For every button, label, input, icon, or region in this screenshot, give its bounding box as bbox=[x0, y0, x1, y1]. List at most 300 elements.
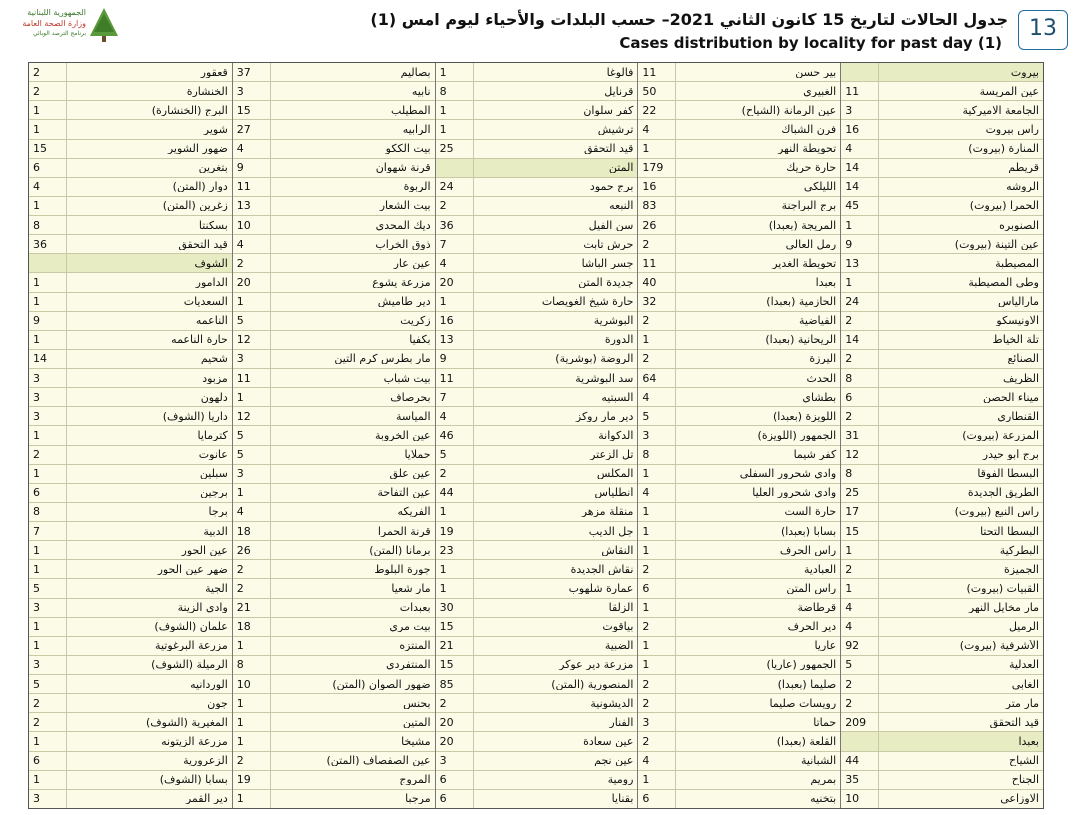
locality-name: العدلية bbox=[1008, 659, 1039, 671]
table-row bbox=[29, 331, 232, 350]
case-count: 4 bbox=[29, 178, 67, 196]
case-count: 16 bbox=[841, 120, 879, 138]
locality-name: بير حسن bbox=[795, 66, 837, 78]
locality-name: بسكنتا bbox=[198, 219, 228, 231]
case-count: 2 bbox=[841, 312, 879, 330]
case-count: 19 bbox=[436, 522, 474, 540]
case-count: 1 bbox=[638, 331, 676, 349]
locality-name: السبتيه bbox=[601, 391, 634, 403]
table-row bbox=[638, 63, 840, 82]
case-count: 2 bbox=[841, 350, 879, 368]
case-count: 6 bbox=[841, 388, 879, 406]
case-count: 1 bbox=[29, 273, 67, 291]
locality-name: عين عار bbox=[393, 257, 431, 269]
locality-name: الغبيري bbox=[803, 85, 837, 97]
table-row bbox=[638, 446, 840, 465]
locality-name: شوير bbox=[203, 123, 228, 135]
locality-name: وادي الزينة bbox=[177, 602, 228, 614]
table-row bbox=[841, 388, 1043, 407]
case-count: 1 bbox=[436, 293, 474, 311]
table-row bbox=[29, 350, 232, 369]
table-row bbox=[233, 369, 435, 388]
case-count: 1 bbox=[233, 637, 271, 655]
case-count: 1 bbox=[841, 579, 879, 597]
table-row bbox=[436, 312, 638, 331]
locality-name: الأشرفية (بيروت) bbox=[959, 640, 1039, 652]
locality-name: أنطلياس bbox=[594, 487, 634, 499]
case-count: 11 bbox=[638, 254, 676, 272]
case-count: 3 bbox=[29, 407, 67, 425]
title-arabic: جدول الحالات لتاريخ 15 كانون الثاني 2021– حسب البلدات والأحياء ليوم امس (1) bbox=[370, 10, 1008, 29]
locality-name: الخنشارة bbox=[186, 85, 228, 97]
table-row bbox=[233, 790, 435, 808]
case-count: 5 bbox=[233, 426, 271, 444]
locality-name: برج أبو حيدر bbox=[982, 449, 1039, 461]
table-row bbox=[436, 197, 638, 216]
case-count: 36 bbox=[436, 216, 474, 234]
table-row bbox=[841, 197, 1043, 216]
locality-name: الجمهور (اللويزة) bbox=[757, 429, 837, 441]
table-row bbox=[233, 618, 435, 637]
table-row bbox=[436, 446, 638, 465]
table-row bbox=[29, 407, 232, 426]
table-row bbox=[841, 159, 1043, 178]
table-row bbox=[29, 694, 232, 713]
table-row bbox=[233, 63, 435, 82]
table-row bbox=[233, 312, 435, 331]
table-row bbox=[841, 599, 1043, 618]
case-count: 1 bbox=[841, 216, 879, 234]
locality-name: النبعه bbox=[609, 200, 634, 212]
locality-name: حرش تابت bbox=[583, 238, 634, 250]
table-row bbox=[638, 713, 840, 732]
case-count: 20 bbox=[436, 732, 474, 750]
locality-name: الرابيه bbox=[402, 123, 431, 135]
locality-name: الليلكي bbox=[803, 181, 837, 193]
locality-name: البسطا الفوقا bbox=[977, 468, 1039, 480]
table-row bbox=[436, 541, 638, 560]
table-row bbox=[233, 254, 435, 273]
case-count bbox=[841, 63, 879, 81]
case-count: 13 bbox=[841, 254, 879, 272]
case-count: 11 bbox=[436, 369, 474, 387]
locality-name: بصاليم bbox=[400, 66, 431, 78]
locality-name: مار بطرس كرم التين bbox=[334, 353, 431, 365]
table-row bbox=[638, 541, 840, 560]
table-row bbox=[638, 120, 840, 139]
case-count: 2 bbox=[638, 675, 676, 693]
locality-name: سن الفيل bbox=[588, 219, 634, 231]
locality-name: قيد التحقق bbox=[583, 143, 634, 155]
case-count: 2 bbox=[638, 694, 676, 712]
table-row bbox=[638, 465, 840, 484]
locality-name: بيت الشعار bbox=[379, 200, 431, 212]
locality-name: ديك المحدي bbox=[375, 219, 431, 231]
table-row bbox=[638, 426, 840, 445]
case-count: 1 bbox=[29, 197, 67, 215]
locality-name: مزرعة دير عوكر bbox=[559, 659, 634, 671]
table-row bbox=[436, 732, 638, 751]
table-row bbox=[841, 235, 1043, 254]
case-count: 1 bbox=[233, 713, 271, 731]
table-row bbox=[841, 331, 1043, 350]
locality-name: عين الخروبة bbox=[374, 429, 431, 441]
locality-name: عين الحور bbox=[181, 544, 228, 556]
locality-name: الطريق الجديدة bbox=[967, 487, 1039, 499]
case-count: 3 bbox=[638, 713, 676, 731]
table-row bbox=[436, 388, 638, 407]
case-count: 1 bbox=[638, 637, 676, 655]
table-row bbox=[29, 426, 232, 445]
case-count: 2 bbox=[638, 350, 676, 368]
table-row bbox=[638, 752, 840, 771]
locality-name: اليرزة bbox=[809, 353, 837, 365]
case-count: 2 bbox=[638, 732, 676, 750]
case-count: 5 bbox=[29, 579, 67, 597]
locality-name: جورة البلوط bbox=[374, 563, 431, 575]
table-row bbox=[638, 560, 840, 579]
table-row bbox=[841, 216, 1043, 235]
table-column bbox=[232, 63, 435, 808]
locality-name: نابيه bbox=[411, 85, 431, 97]
locality-name: بعبدات bbox=[399, 602, 431, 614]
case-count: 24 bbox=[436, 178, 474, 196]
case-count: 1 bbox=[841, 273, 879, 291]
locality-name: الدبية bbox=[203, 525, 228, 537]
locality-name: بعبدا bbox=[1018, 735, 1039, 747]
case-count: 13 bbox=[436, 331, 474, 349]
locality-name: بحنس bbox=[403, 697, 431, 709]
case-count: 40 bbox=[638, 273, 676, 291]
locality-name: المكلس bbox=[596, 468, 634, 480]
case-count: 5 bbox=[841, 656, 879, 674]
district-header-row bbox=[841, 63, 1043, 82]
locality-name: الشوف bbox=[194, 257, 228, 269]
table-row bbox=[233, 560, 435, 579]
case-count: 9 bbox=[29, 312, 67, 330]
locality-name: الفياضية bbox=[798, 315, 837, 327]
case-count: 5 bbox=[233, 446, 271, 464]
locality-name: مار شعيا bbox=[391, 582, 431, 594]
table-row bbox=[638, 790, 840, 808]
case-count: 2 bbox=[233, 254, 271, 272]
locality-name: عانوت bbox=[198, 449, 228, 461]
table-row bbox=[29, 312, 232, 331]
case-count: 8 bbox=[436, 82, 474, 100]
case-count: 30 bbox=[436, 599, 474, 617]
locality-name: ترشيش bbox=[597, 123, 634, 135]
case-count: 44 bbox=[436, 484, 474, 502]
locality-name: راس النبع (بيروت) bbox=[954, 506, 1039, 518]
table-row bbox=[638, 771, 840, 790]
locality-name: جون bbox=[207, 697, 228, 709]
table-row bbox=[638, 82, 840, 101]
table-row bbox=[436, 273, 638, 292]
table-row bbox=[29, 159, 232, 178]
table-row bbox=[29, 599, 232, 618]
locality-name: رمل العالي bbox=[785, 238, 837, 250]
table-row bbox=[436, 369, 638, 388]
case-count: 209 bbox=[841, 713, 879, 731]
table-row bbox=[29, 446, 232, 465]
locality-name: عين التينة (بيروت) bbox=[954, 238, 1039, 250]
locality-name: المصيطبة bbox=[995, 257, 1039, 269]
case-count: 4 bbox=[233, 503, 271, 521]
table-row bbox=[436, 713, 638, 732]
locality-name: مشيخا bbox=[401, 735, 431, 747]
table-row bbox=[233, 350, 435, 369]
table-row bbox=[841, 694, 1043, 713]
case-count: 2 bbox=[233, 579, 271, 597]
locality-name: الرميلة (الشوف) bbox=[151, 659, 228, 671]
case-count: 7 bbox=[29, 522, 67, 540]
table-row bbox=[436, 254, 638, 273]
table-row bbox=[29, 637, 232, 656]
table-row bbox=[436, 101, 638, 120]
table-row bbox=[841, 560, 1043, 579]
table-row bbox=[436, 522, 638, 541]
case-count: 21 bbox=[233, 599, 271, 617]
locality-name: بيت الككو bbox=[385, 143, 431, 155]
table-row bbox=[233, 273, 435, 292]
locality-name: الجية bbox=[205, 582, 228, 594]
table-row bbox=[436, 694, 638, 713]
locality-name: ضهور الصوان (المتن) bbox=[332, 678, 431, 690]
locality-name: دوار (المتن) bbox=[172, 181, 228, 193]
table-row bbox=[638, 599, 840, 618]
case-count: 1 bbox=[233, 790, 271, 808]
table-row bbox=[841, 579, 1043, 598]
table-row bbox=[29, 771, 232, 790]
locality-name: وادي شحرور السفلى bbox=[739, 468, 837, 480]
case-count: 1 bbox=[638, 541, 676, 559]
locality-name: رويسات صليما bbox=[769, 697, 837, 709]
locality-name: مزرعة الزيتونه bbox=[161, 735, 228, 747]
case-count: 1 bbox=[233, 293, 271, 311]
locality-name: عين سعادة bbox=[583, 735, 634, 747]
table-row bbox=[436, 235, 638, 254]
locality-name: رومية bbox=[607, 774, 634, 786]
page-number: 13 bbox=[1018, 10, 1068, 50]
table-row bbox=[29, 522, 232, 541]
case-count: 12 bbox=[233, 331, 271, 349]
case-count: 8 bbox=[638, 446, 676, 464]
case-count: 1 bbox=[638, 599, 676, 617]
table-row bbox=[841, 465, 1043, 484]
table-row bbox=[841, 369, 1043, 388]
table-row bbox=[29, 560, 232, 579]
case-count: 44 bbox=[841, 752, 879, 770]
case-count: 15 bbox=[436, 618, 474, 636]
locality-name: كترمايا bbox=[197, 429, 228, 441]
locality-name: دير مار روكز bbox=[575, 410, 634, 422]
locality-name: مزرعة البرغوتية bbox=[155, 640, 228, 652]
locality-name: مزرعة يشوع bbox=[372, 276, 431, 288]
table-row bbox=[29, 465, 232, 484]
locality-name: بيت مري bbox=[389, 621, 431, 633]
locality-name: شحيم bbox=[200, 353, 228, 365]
locality-name: راس المتن bbox=[786, 582, 837, 594]
locality-name: المزرعة (بيروت) bbox=[962, 429, 1039, 441]
locality-name: حارة الناعمه bbox=[171, 334, 228, 346]
locality-name: بكفيا bbox=[409, 334, 431, 346]
case-count: 4 bbox=[436, 407, 474, 425]
case-count: 6 bbox=[29, 484, 67, 502]
locality-name: الروشه bbox=[1006, 181, 1039, 193]
case-count: 3 bbox=[29, 656, 67, 674]
case-count: 4 bbox=[841, 618, 879, 636]
table-row bbox=[233, 599, 435, 618]
locality-name: برجا bbox=[208, 506, 228, 518]
locality-name: المغيرية (الشوف) bbox=[145, 716, 228, 728]
locality-name: القبيات (بيروت) bbox=[966, 582, 1039, 594]
case-count: 16 bbox=[638, 178, 676, 196]
locality-name: بعبدا bbox=[815, 276, 837, 288]
table-row bbox=[638, 273, 840, 292]
table-row bbox=[436, 407, 638, 426]
table-row bbox=[436, 656, 638, 675]
table-row bbox=[638, 254, 840, 273]
locality-name: حملايا bbox=[404, 449, 431, 461]
table-row bbox=[638, 369, 840, 388]
table-row bbox=[233, 637, 435, 656]
case-count: 4 bbox=[638, 388, 676, 406]
locality-name: المنارة (بيروت) bbox=[968, 143, 1039, 155]
locality-name: كفر شيما bbox=[793, 449, 837, 461]
case-count: 179 bbox=[638, 159, 676, 177]
table-row bbox=[29, 541, 232, 560]
table-row bbox=[29, 579, 232, 598]
locality-name: المتين bbox=[402, 716, 431, 728]
case-count: 8 bbox=[29, 216, 67, 234]
case-count: 7 bbox=[436, 388, 474, 406]
case-count: 11 bbox=[233, 178, 271, 196]
locality-name: الجامعة الاميركية bbox=[962, 104, 1039, 116]
case-count: 4 bbox=[841, 140, 879, 158]
locality-name: برجين bbox=[200, 487, 228, 499]
case-count: 24 bbox=[841, 293, 879, 311]
table-row bbox=[233, 503, 435, 522]
locality-name: راس بيروت bbox=[985, 123, 1039, 135]
table-row bbox=[638, 216, 840, 235]
table-column bbox=[637, 63, 840, 808]
table-row bbox=[29, 178, 232, 197]
table-row bbox=[233, 197, 435, 216]
case-count: 2 bbox=[29, 694, 67, 712]
locality-name: جل الديب bbox=[588, 525, 634, 537]
table-row bbox=[638, 407, 840, 426]
locality-name: المروج bbox=[399, 774, 431, 786]
case-count: 2 bbox=[436, 465, 474, 483]
locality-name: البوشرية bbox=[593, 315, 634, 327]
table-row bbox=[233, 159, 435, 178]
case-count: 2 bbox=[29, 713, 67, 731]
table-row bbox=[638, 656, 840, 675]
case-count: 19 bbox=[233, 771, 271, 789]
locality-name: القلعة (بعبدا) bbox=[776, 735, 837, 747]
locality-name: عين المريسة bbox=[979, 85, 1039, 97]
case-count: 3 bbox=[233, 465, 271, 483]
table-row bbox=[841, 484, 1043, 503]
locality-name: الصنائع bbox=[1007, 353, 1039, 365]
case-count: 1 bbox=[638, 771, 676, 789]
locality-name: عين الصفصاف (المتن) bbox=[326, 755, 431, 767]
locality-name: الدامور bbox=[195, 276, 228, 288]
table-row bbox=[638, 197, 840, 216]
case-count: 1 bbox=[29, 637, 67, 655]
locality-name: دير طاميش bbox=[377, 296, 431, 308]
case-count: 37 bbox=[233, 63, 271, 81]
table-row bbox=[436, 752, 638, 771]
table-row bbox=[233, 675, 435, 694]
table-row bbox=[29, 388, 232, 407]
table-row bbox=[233, 541, 435, 560]
table-row bbox=[638, 235, 840, 254]
locality-name: بمريم bbox=[810, 774, 837, 786]
locality-name: تلة الخياط bbox=[992, 334, 1039, 346]
case-count: 6 bbox=[638, 790, 676, 808]
locality-name: عين علق bbox=[389, 468, 431, 480]
locality-name: السعديات bbox=[183, 296, 228, 308]
case-count: 1 bbox=[29, 426, 67, 444]
table-row bbox=[233, 656, 435, 675]
table-row bbox=[841, 101, 1043, 120]
case-count: 8 bbox=[841, 465, 879, 483]
locality-name: برج حمود bbox=[589, 181, 634, 193]
case-count: 2 bbox=[841, 407, 879, 425]
table-row bbox=[233, 752, 435, 771]
locality-name: تل الزعتر bbox=[590, 449, 634, 461]
locality-name: الحمرا (بيروت) bbox=[969, 200, 1039, 212]
locality-name: علمان (الشوف) bbox=[154, 621, 228, 633]
case-count: 22 bbox=[638, 101, 676, 119]
case-count: 27 bbox=[233, 120, 271, 138]
case-count: 4 bbox=[233, 235, 271, 253]
table-row bbox=[841, 312, 1043, 331]
locality-name: نقاش الجديدة bbox=[570, 563, 634, 575]
locality-name: الغابي bbox=[1011, 678, 1039, 690]
case-count: 4 bbox=[638, 484, 676, 502]
case-count: 7 bbox=[436, 235, 474, 253]
table-row bbox=[436, 140, 638, 159]
case-count: 12 bbox=[233, 407, 271, 425]
case-count: 1 bbox=[841, 541, 879, 559]
locality-name: وادي شحرور العليا bbox=[752, 487, 837, 499]
table-row bbox=[638, 312, 840, 331]
case-count: 20 bbox=[436, 713, 474, 731]
table-row bbox=[638, 637, 840, 656]
table-row bbox=[841, 254, 1043, 273]
locality-name: برمانا (المتن) bbox=[369, 544, 431, 556]
locality-name: دلهون bbox=[200, 391, 228, 403]
case-count: 18 bbox=[233, 618, 271, 636]
case-count: 11 bbox=[638, 63, 676, 81]
table-row bbox=[436, 579, 638, 598]
locality-name: سبلين bbox=[199, 468, 228, 480]
table-row bbox=[29, 140, 232, 159]
case-count: 26 bbox=[233, 541, 271, 559]
locality-name: كفر سلوان bbox=[583, 104, 634, 116]
case-count: 2 bbox=[29, 446, 67, 464]
table-row bbox=[233, 426, 435, 445]
table-row bbox=[638, 140, 840, 159]
locality-name: الفريكه bbox=[397, 506, 431, 518]
case-count: 14 bbox=[841, 178, 879, 196]
table-row bbox=[436, 771, 638, 790]
table-row bbox=[29, 369, 232, 388]
case-count: 11 bbox=[233, 369, 271, 387]
case-count: 3 bbox=[841, 101, 879, 119]
